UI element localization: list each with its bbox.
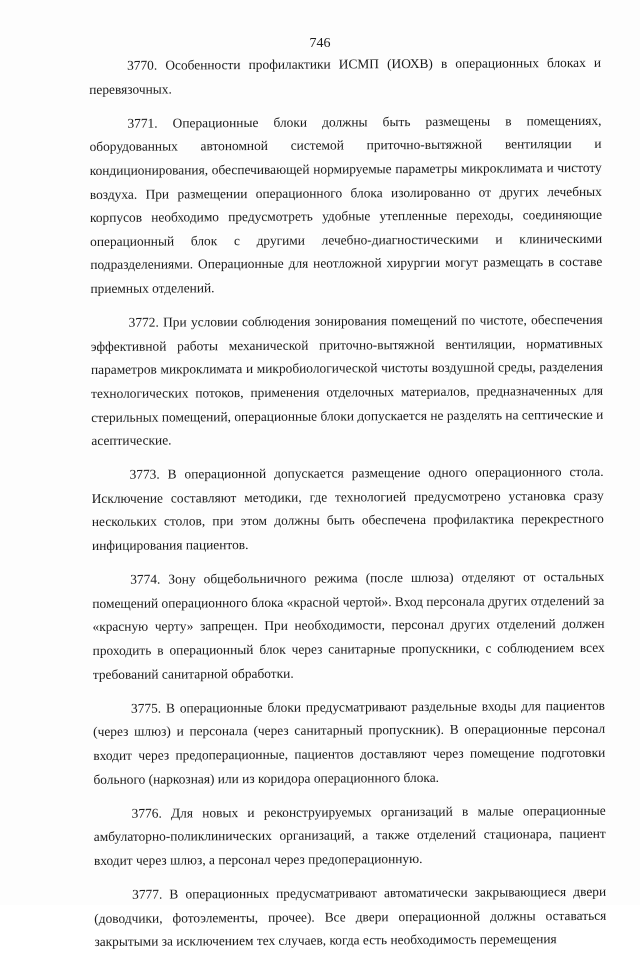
- document-body: [89, 51, 606, 954]
- paragraph-3773: 3773. В операционной допускается размещение одного операционного стола. Исключение составляют методики, где технологией предусмотрено установка сразу нескольких столов, при этом должны быть обеспечена профилактика перекрестного инфицирования пациентов.: [91, 464, 604, 554]
- paragraph-3776: 3776. Для новых и реконструируемых организаций в малые операционные амбулаторно-поликлинических организаций, а также отделений стационара, пациент входит через шлюз, а персонал через предоперационную.: [93, 802, 606, 868]
- paragraph-3770: 3770. Особенности профилактики ИСМП (ИОХВ) в операционных блоках и перевязочных.: [89, 54, 602, 97]
- paragraph-3774: 3774. Зону общебольничного режима (после шлюза) отделяют от остальных помещений операционного блока «красной чертой». Вход персонала других отделений за «красную черту» запрещен. При необходимости, персонал других отделений должен проходить в операционный блок через санитарные пропускники, с соблюдением всех требований санитарной обработки.: [92, 569, 605, 682]
- paragraph-3777: 3777. В операционных предусматривают автоматически закрывающиеся двери (доводчики, фотоэлементы, прочее). Все двери операционной должны оставаться закрытыми за исключением тех случаев, когда есть необходимость перемещения: [94, 884, 607, 950]
- paragraph-3771: 3771. Операционные блоки должны быть размещены в помещениях, оборудованных автономной системой приточно-вытяжной вентиляции и кондиционирования, обеспечивающей нормируемые параметры микроклимата и чистоту воздуха. При размещении операционного блока изолированно от других лечебных корпусов необходимо предусмотреть удобные утепленные переходы, соединяющие операционный блок с другими лечебно-диагностическими и клиническими подразделениями. Операционные для неотложной хирургии могут размещать в составе приемных отделений.: [89, 112, 603, 296]
- paragraph-3772: 3772. При условии соблюдения зонирования помещений по чистоте, обеспечения эффективной работы механической приточно-вытяжной вентиляции, нормативных параметров микроклимата и микробиологической чистоты воздушной среды, разделения технологических потоков, применения отделочных материалов, предназначенных для стерильных помещений, операционные блоки допускается не разделять на септические и асептические.: [90, 311, 604, 449]
- paragraph-3775: 3775. В операционные блоки предусматривают раздельные входы для пациентов (через шлюз) и персонала (через санитарный пропускник). В операционные персонал входит через предоперационные, пациентов доставляют через помещение подготовки больного (наркозная) или из коридора операционного блока.: [93, 697, 606, 787]
- page-number: 746: [309, 36, 331, 51]
